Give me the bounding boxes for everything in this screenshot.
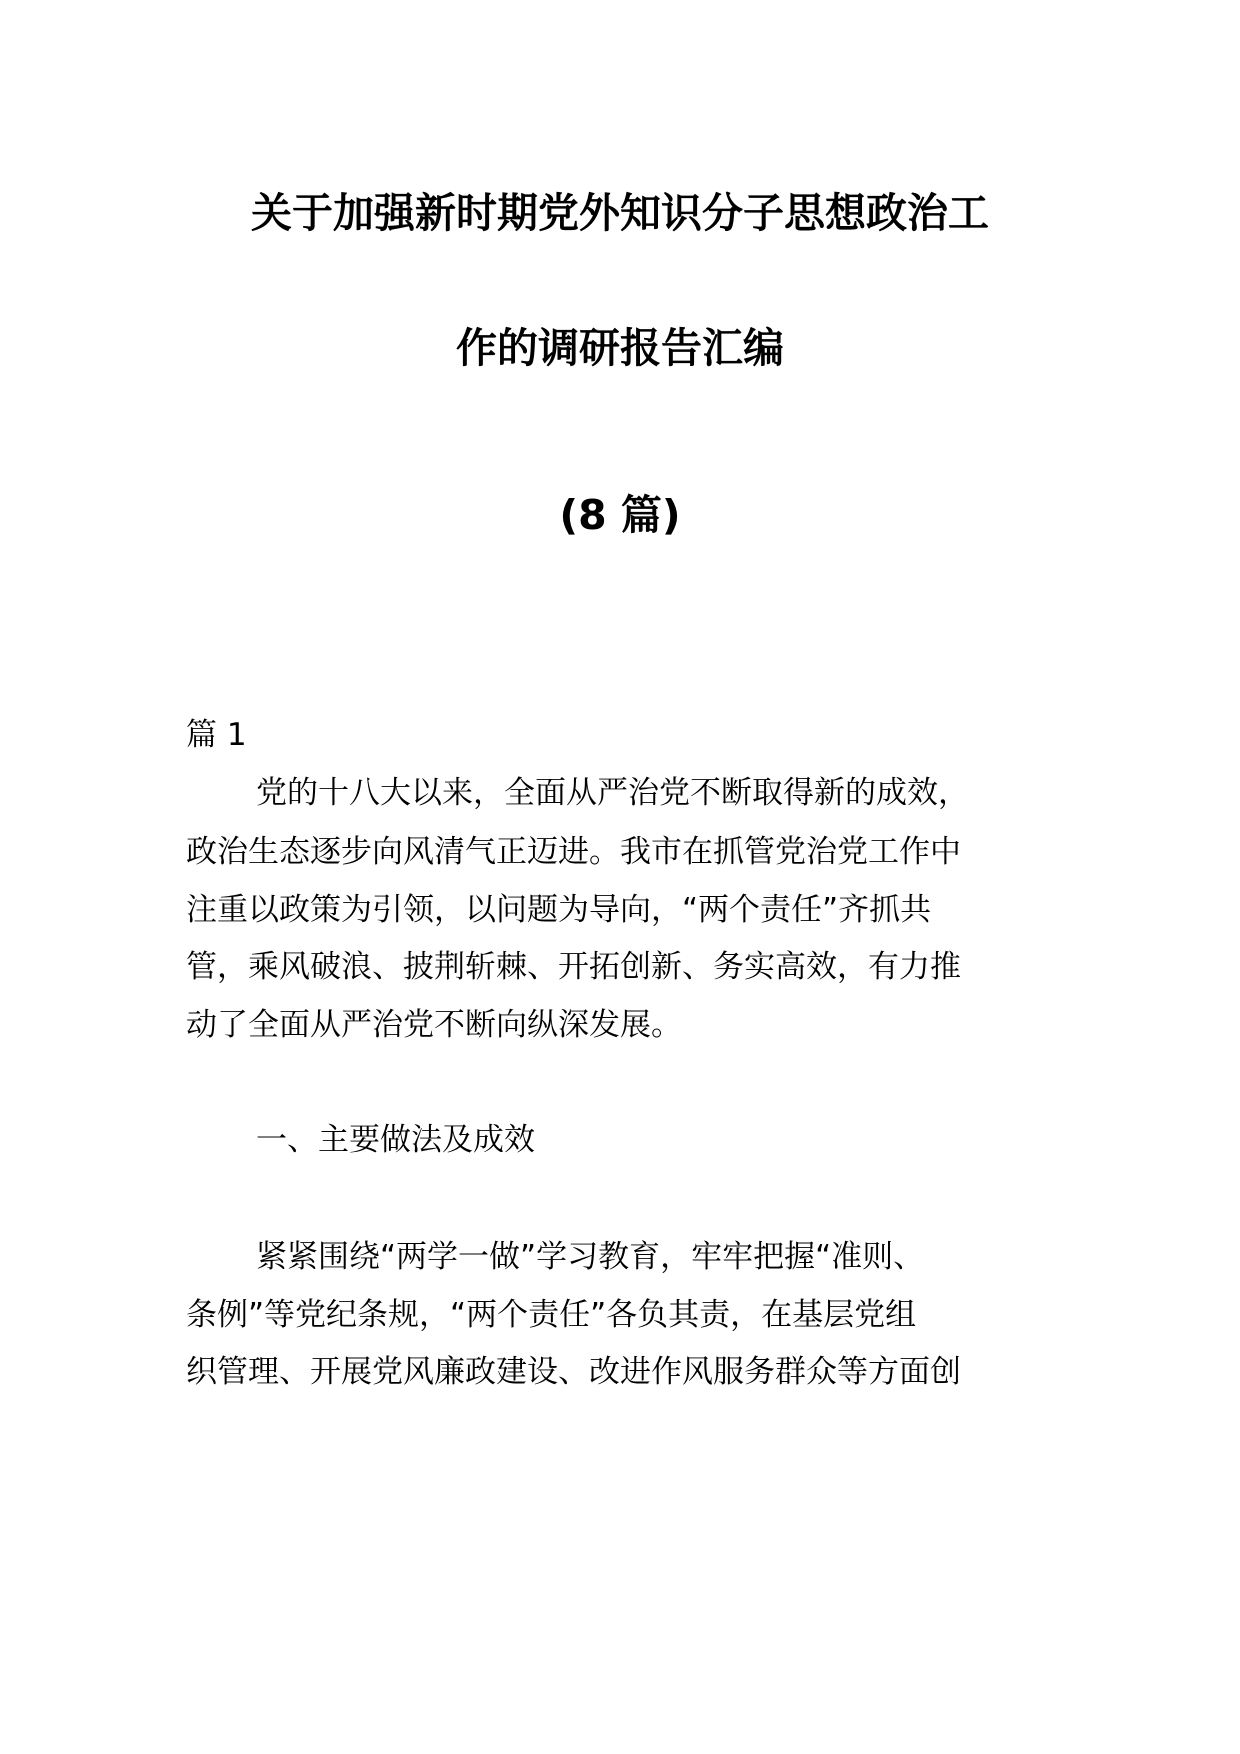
paragraph-line: 政治生态逐步向风清气正迈进。我市在抓管党治党工作中 (186, 834, 961, 870)
document-article-count: (8 篇) (559, 491, 681, 539)
section-heading: 一、主要做法及成效 (256, 1122, 535, 1158)
document-title-line-1: 关于加强新时期党外知识分子思想政治工 (251, 189, 989, 237)
paragraph-line: 织管理、开展党风廉政建设、改进作风服务群众等方面创 (186, 1354, 961, 1390)
section-label: 篇 1 (186, 717, 247, 753)
paragraph-line: 条例”等党纪条规，“两个责任”各负其责，在基层党组 (186, 1297, 917, 1333)
paragraph-line: 紧紧围绕“两学一做”学习教育，牢牢把握“准则、 (256, 1239, 925, 1275)
document-title-line-2: 作的调研报告汇编 (456, 324, 784, 372)
paragraph-line: 党的十八大以来，全面从严治党不断取得新的成效， (256, 775, 969, 811)
paragraph-line: 动了全面从严治党不断向纵深发展。 (186, 1007, 682, 1043)
paragraph-line: 管，乘风破浪、披荆斩棘、开拓创新、务实高效，有力推 (186, 949, 961, 985)
paragraph-line: 注重以政策为引领，以问题为导向，“两个责任”齐抓共 (186, 892, 932, 928)
